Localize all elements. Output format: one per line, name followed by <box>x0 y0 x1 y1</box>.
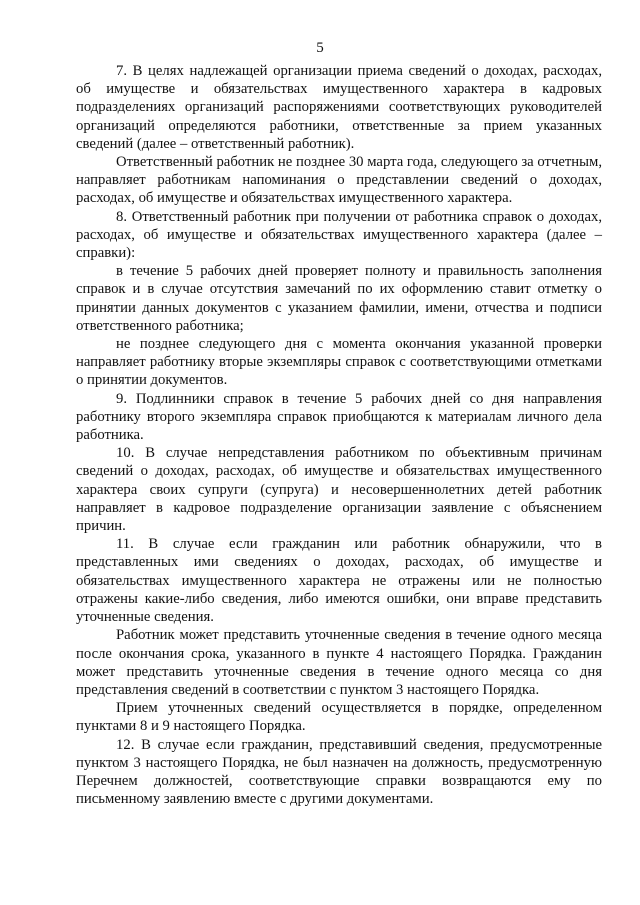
paragraph-7-notice: Ответственный работник не позднее 30 марта года, следующего за отчетным, направляет работникам напоминания о представлении сведений о доходах, расходах, об имуществе и обязательствах имущественного характера. <box>76 154 602 207</box>
paragraph-8: 8. Ответственный работник при получении от работника справок о доходах, расходах, об имуществе и обязательствах имущественного характера (далее – справки): <box>76 208 602 262</box>
paragraph-8-check: в течение 5 рабочих дней проверяет полноту и правильность заполнения справок и в случае отсутствия замечаний по их оформлению ставит отметку о принятии данных документов с указанием фамилии, имени, отчества и подписи ответственного работника; <box>76 263 602 334</box>
page-number: 5 <box>316 40 324 56</box>
paragraph-8-return: не позднее следующего дня с момента окончания указанной проверки направляет работнику вторые экземпляры справок с соответствующими отметками о принятии документов. <box>76 336 602 389</box>
paragraph-11: 11. В случае если гражданин или работник обнаружили, что в представленных ими сведениях о доходах, расходах, об имуществе и обязательствах имущественного характера не отражены или не полностью отражены какие-либо сведения, либо имеются ошибки, они вправе представить уточненные сведения. <box>76 536 602 626</box>
paragraph-7: 7. В целях надлежащей организации приема сведений о доходах, расходах, об имуществе и обязательствах имущественного характера в кадровых подразделениях организаций распоряжениями соответствующих руководителей организаций определяются работники, ответственные за прием указанных сведений (далее – ответственный работник). <box>76 63 602 152</box>
paragraph-9: 9. Подлинники справок в течение 5 рабочих дней со дня направления работнику второго экземпляра справок приобщаются к материалам личного дела работника. <box>76 390 602 444</box>
paragraph-11-acceptance: Прием уточненных сведений осуществляется в порядке, определенном пунктами 8 и 9 настоящего Порядка. <box>76 700 602 735</box>
paragraph-12: 12. В случае если гражданин, представивший сведения, предусмотренные пунктом 3 настоящего Порядка, не был назначен на должность, предусмотренную Перечнем должностей, соответствующие справки возвращаются ему по письменному заявлению вместе с другими документами. <box>76 736 602 808</box>
document-body <box>76 62 602 808</box>
paragraph-11-deadline: Работник может представить уточненные сведения в течение одного месяца после окончания срока, указанного в пункте 4 настоящего Порядка. Гражданин может представить уточненные сведения в течение одного месяца со дня представления сведений в соответствии с пунктом 3 настоящего Порядка. <box>76 627 602 698</box>
paragraph-10: 10. В случае непредставления работником по объективным причинам сведений о доходах, расходах, об имуществе и обязательствах имущественного характера своих супруги (супруга) и несовершеннолетних детей работник направляет в кадровое подразделение организации заявление с объяснением причин. <box>76 445 602 535</box>
